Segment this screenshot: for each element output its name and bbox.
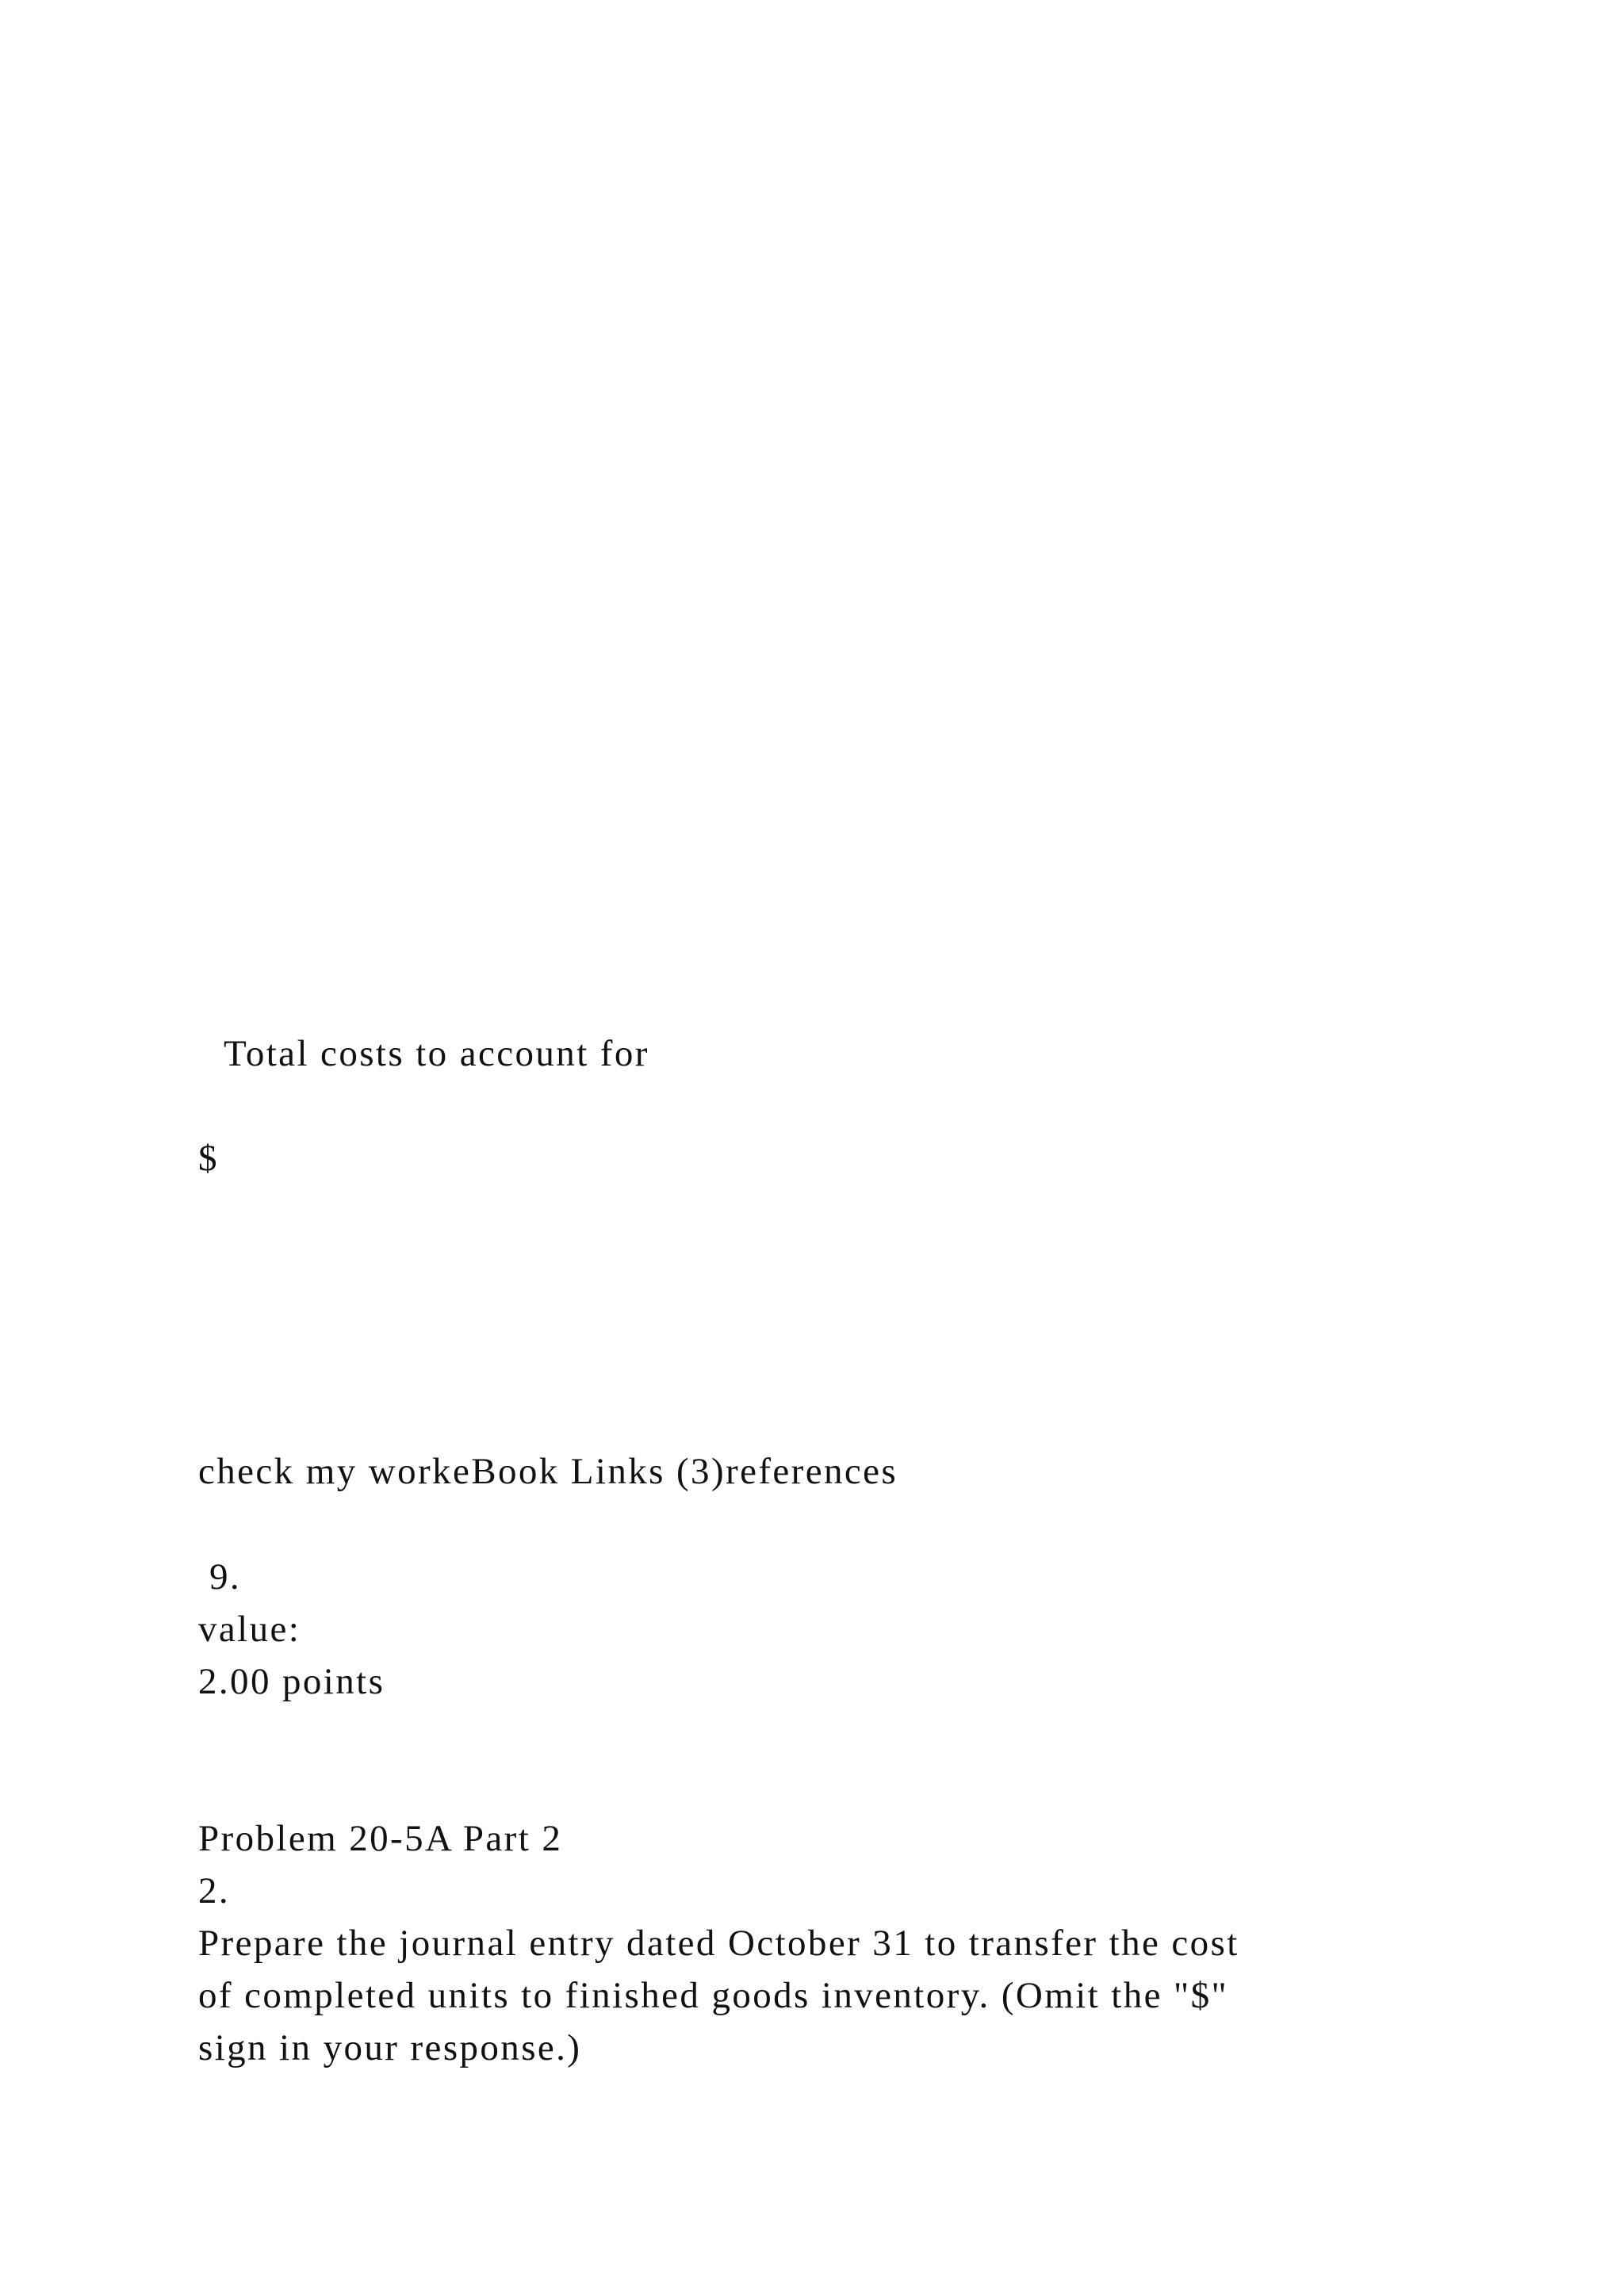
- ebook-links-link[interactable]: eBook Links (3): [452, 1451, 726, 1492]
- problem-instructions-line: Prepare the journal entry dated October 31 to transfer the cost: [198, 1923, 1239, 1964]
- problem-instructions-line: of completed units to finished goods inventory. (Omit the "$": [198, 1975, 1229, 2016]
- problem-title: Problem 20-5A Part 2: [198, 1818, 563, 1859]
- problem-instructions-line: sign in your response.): [198, 2027, 582, 2068]
- currency-symbol: $: [198, 1138, 219, 1179]
- references-link[interactable]: references: [726, 1451, 898, 1492]
- question-toolbar: [198, 1445, 898, 1498]
- question-number: 9.: [209, 1556, 242, 1598]
- question-value-label: value:: [198, 1609, 301, 1650]
- total-costs-label: Total costs to account for: [224, 1033, 649, 1074]
- problem-part-number: 2.: [198, 1870, 231, 1911]
- check-my-work-link[interactable]: check my work: [198, 1451, 453, 1492]
- question-points: 2.00 points: [198, 1661, 385, 1702]
